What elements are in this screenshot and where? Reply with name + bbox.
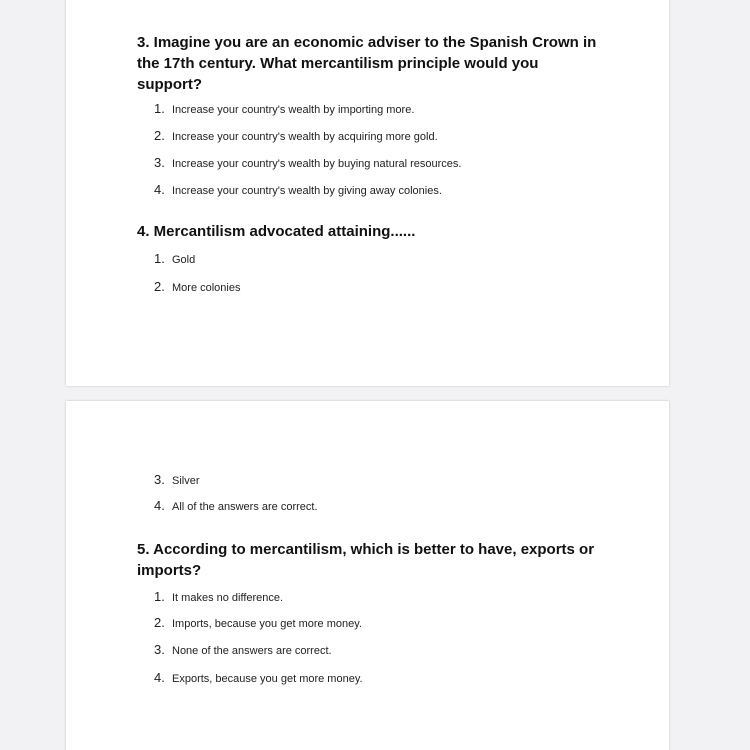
option-text: Increase your country's wealth by importing more. bbox=[172, 104, 415, 116]
option-text: Exports, because you get more money. bbox=[172, 673, 363, 685]
option-number: 3. bbox=[154, 155, 165, 170]
option-number: 1. bbox=[154, 589, 165, 604]
question-3-heading: 3. Imagine you are an economic adviser to the Spanish Crown in the 17th century. What mercantilism principle would you support? bbox=[137, 34, 597, 93]
option-number: 3. bbox=[154, 642, 165, 657]
question-4-heading: 4. Mercantilism advocated attaining...... bbox=[137, 223, 416, 240]
list-item bbox=[154, 498, 318, 513]
option-text: Silver bbox=[172, 475, 200, 487]
list-item bbox=[154, 615, 362, 630]
document-page-1 bbox=[66, 0, 669, 386]
list-item bbox=[154, 128, 438, 143]
option-number: 2. bbox=[154, 615, 165, 630]
option-text: Increase your country's wealth by acquiring more gold. bbox=[172, 131, 438, 143]
option-text: None of the answers are correct. bbox=[172, 645, 332, 657]
option-number: 4. bbox=[154, 182, 165, 197]
option-text: All of the answers are correct. bbox=[172, 501, 318, 513]
list-item bbox=[154, 279, 240, 294]
option-number: 4. bbox=[154, 670, 165, 685]
option-text: Increase your country's wealth by buying natural resources. bbox=[172, 158, 462, 170]
list-item bbox=[154, 472, 200, 487]
document-page-2 bbox=[66, 401, 669, 750]
list-item bbox=[154, 589, 283, 604]
option-text: Gold bbox=[172, 254, 196, 266]
list-item bbox=[154, 155, 461, 170]
option-number: 3. bbox=[154, 472, 165, 487]
option-text: Increase your country's wealth by giving away colonies. bbox=[172, 185, 442, 197]
option-number: 2. bbox=[154, 128, 165, 143]
list-item bbox=[154, 251, 195, 266]
option-number: 1. bbox=[154, 101, 165, 116]
list-item bbox=[154, 642, 332, 657]
option-number: 4. bbox=[154, 498, 165, 513]
list-item bbox=[154, 670, 363, 685]
option-number: 2. bbox=[154, 279, 165, 294]
option-text: More colonies bbox=[172, 282, 241, 294]
question-5-heading: 5. According to mercantilism, which is better to have, exports or imports? bbox=[137, 541, 595, 579]
option-text: It makes no difference. bbox=[172, 592, 284, 604]
list-item bbox=[154, 101, 414, 116]
option-number: 1. bbox=[154, 251, 165, 266]
option-text: Imports, because you get more money. bbox=[172, 618, 362, 630]
list-item bbox=[154, 182, 442, 197]
